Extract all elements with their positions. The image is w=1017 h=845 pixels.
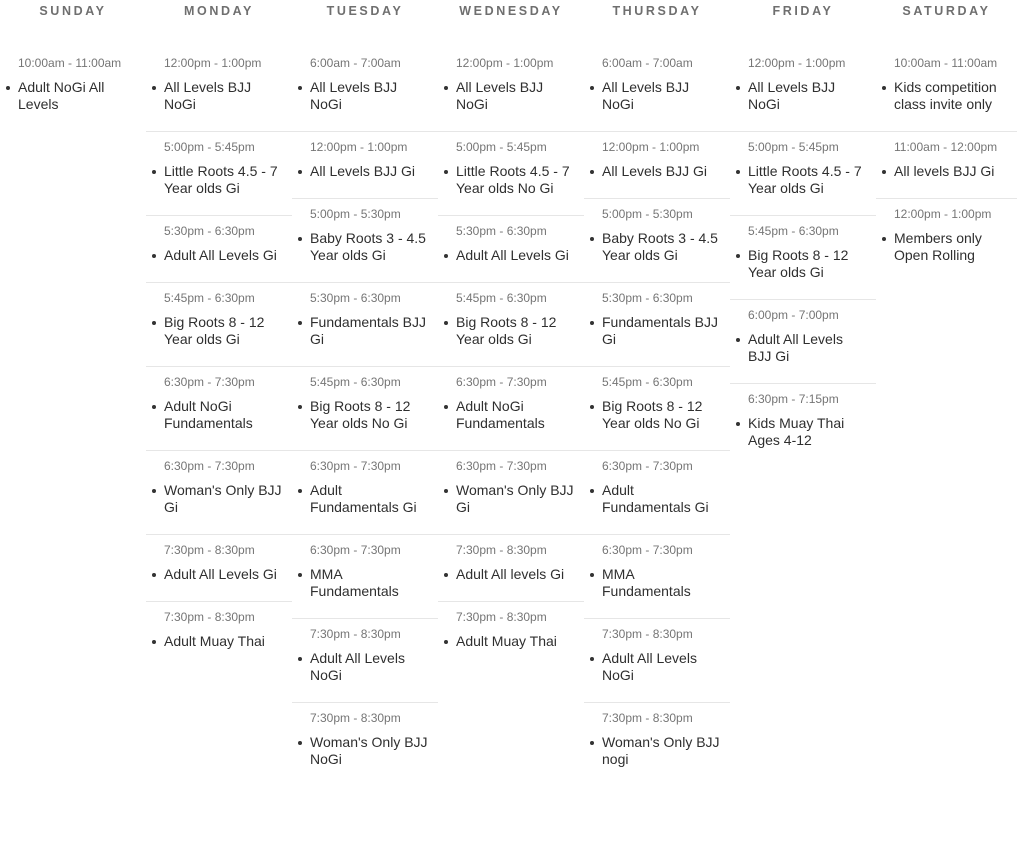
class-time: 7:30pm - 8:30pm (456, 543, 547, 557)
class-name: Adult All Levels Gi (146, 247, 292, 264)
class-name: Woman's Only BJJ NoGi (292, 734, 438, 768)
class-slot[interactable] (146, 216, 292, 283)
day-header: THURSDAY (612, 4, 702, 18)
class-slot[interactable] (584, 619, 730, 703)
class-slot[interactable] (438, 367, 584, 451)
class-time: 12:00pm - 1:00pm (602, 140, 700, 154)
class-time: 5:30pm - 6:30pm (602, 291, 693, 305)
class-slot[interactable] (584, 535, 730, 619)
class-slot[interactable] (438, 283, 584, 367)
class-name: Adult Muay Thai (438, 633, 584, 650)
day-header: MONDAY (183, 4, 254, 18)
class-slot[interactable] (292, 48, 438, 132)
class-name: All Levels BJJ NoGi (584, 79, 730, 113)
class-list (876, 48, 1017, 282)
class-time: 5:00pm - 5:45pm (456, 140, 547, 154)
class-slot[interactable] (292, 199, 438, 283)
class-slot[interactable] (292, 703, 438, 786)
class-slot[interactable] (292, 451, 438, 535)
class-name: Adult Fundamentals Gi (584, 482, 730, 516)
class-name: Woman's Only BJJ nogi (584, 734, 730, 768)
class-slot[interactable] (146, 535, 292, 602)
class-slot[interactable] (146, 132, 292, 216)
class-time: 5:00pm - 5:30pm (310, 207, 401, 221)
class-slot[interactable] (876, 48, 1017, 132)
class-name: All levels BJJ Gi (876, 163, 1017, 180)
day-column-thursday (584, 0, 730, 845)
class-time: 6:30pm - 7:30pm (456, 375, 547, 389)
class-name: Adult All Levels Gi (438, 247, 584, 264)
day-header: TUESDAY (326, 4, 404, 18)
day-header: FRIDAY (772, 4, 834, 18)
class-name: Woman's Only BJJ Gi (438, 482, 584, 516)
class-list (0, 48, 146, 131)
class-time: 12:00pm - 1:00pm (456, 56, 554, 70)
class-time: 6:00pm - 7:00pm (748, 308, 839, 322)
class-slot[interactable] (584, 283, 730, 367)
class-slot[interactable] (292, 619, 438, 703)
class-name: Little Roots 4.5 - 7 Year olds Gi (146, 163, 292, 197)
class-time: 6:30pm - 7:30pm (456, 459, 547, 473)
class-name: Big Roots 8 - 12 Year olds No Gi (584, 398, 730, 432)
class-name: All Levels BJJ NoGi (146, 79, 292, 113)
day-header: WEDNESDAY (459, 4, 563, 18)
class-slot[interactable] (584, 703, 730, 786)
class-list (584, 48, 730, 786)
class-slot[interactable] (730, 384, 876, 467)
class-name: Kids Muay Thai Ages 4-12 (730, 415, 876, 449)
class-slot[interactable] (292, 367, 438, 451)
class-name: Big Roots 8 - 12 Year olds No Gi (292, 398, 438, 432)
class-slot[interactable] (584, 132, 730, 199)
class-name: All Levels BJJ NoGi (438, 79, 584, 113)
class-list (730, 48, 876, 467)
class-list (146, 48, 292, 668)
class-name: Little Roots 4.5 - 7 Year olds No Gi (438, 163, 584, 197)
class-slot[interactable] (584, 367, 730, 451)
class-slot[interactable] (146, 602, 292, 668)
class-slot[interactable] (438, 602, 584, 668)
class-name: Little Roots 4.5 - 7 Year olds Gi (730, 163, 876, 197)
class-slot[interactable] (876, 199, 1017, 282)
day-column-wednesday (438, 0, 584, 845)
class-name: Big Roots 8 - 12 Year olds Gi (146, 314, 292, 348)
class-slot[interactable] (730, 48, 876, 132)
class-time: 6:00am - 7:00am (310, 56, 401, 70)
class-name: Big Roots 8 - 12 Year olds Gi (730, 247, 876, 281)
class-slot[interactable] (438, 216, 584, 283)
class-name: Fundamentals BJJ Gi (292, 314, 438, 348)
class-slot[interactable] (292, 535, 438, 619)
class-slot[interactable] (146, 451, 292, 535)
class-time: 6:30pm - 7:30pm (164, 375, 255, 389)
class-time: 12:00pm - 1:00pm (748, 56, 846, 70)
class-slot[interactable] (146, 48, 292, 132)
class-slot[interactable] (584, 199, 730, 283)
class-slot[interactable] (584, 48, 730, 132)
class-name: Fundamentals BJJ Gi (584, 314, 730, 348)
class-time: 12:00pm - 1:00pm (310, 140, 408, 154)
class-time: 5:00pm - 5:30pm (602, 207, 693, 221)
class-name: Adult Fundamentals Gi (292, 482, 438, 516)
class-time: 6:30pm - 7:15pm (748, 392, 839, 406)
day-column-sunday (0, 0, 146, 845)
class-name: Adult All levels Gi (438, 566, 584, 583)
class-name: MMA Fundamentals (584, 566, 730, 600)
day-column-tuesday (292, 0, 438, 845)
class-time: 5:45pm - 6:30pm (164, 291, 255, 305)
class-time: 7:30pm - 8:30pm (164, 610, 255, 624)
class-time: 6:00am - 7:00am (602, 56, 693, 70)
class-slot[interactable] (730, 216, 876, 300)
class-list (438, 48, 584, 668)
class-time: 5:45pm - 6:30pm (602, 375, 693, 389)
class-time: 7:30pm - 8:30pm (164, 543, 255, 557)
class-time: 10:00am - 11:00am (18, 56, 122, 70)
day-column-friday (730, 0, 876, 845)
class-time: 5:30pm - 6:30pm (310, 291, 401, 305)
class-time: 6:30pm - 7:30pm (310, 459, 401, 473)
class-time: 7:30pm - 8:30pm (602, 711, 693, 725)
class-name: Members only Open Rolling (876, 230, 1017, 264)
class-time: 7:30pm - 8:30pm (310, 711, 401, 725)
class-time: 5:45pm - 6:30pm (310, 375, 401, 389)
class-name: Woman's Only BJJ Gi (146, 482, 292, 516)
class-list (292, 48, 438, 786)
class-name: Adult Muay Thai (146, 633, 292, 650)
day-header: SATURDAY (902, 4, 991, 18)
class-time: 6:30pm - 7:30pm (164, 459, 255, 473)
class-name: Kids competition class invite only (876, 79, 1017, 113)
class-slot[interactable] (146, 283, 292, 367)
class-time: 10:00am - 11:00am (894, 56, 998, 70)
class-name: Adult All Levels BJJ Gi (730, 331, 876, 365)
day-column-monday (146, 0, 292, 845)
class-slot[interactable] (730, 300, 876, 384)
class-time: 12:00pm - 1:00pm (164, 56, 262, 70)
class-name: Baby Roots 3 - 4.5 Year olds Gi (584, 230, 730, 264)
class-slot[interactable] (438, 535, 584, 602)
class-slot[interactable] (438, 132, 584, 216)
class-slot[interactable] (0, 48, 146, 131)
class-name: Adult NoGi Fundamentals (438, 398, 584, 432)
class-slot[interactable] (292, 283, 438, 367)
class-time: 6:30pm - 7:30pm (602, 543, 693, 557)
day-header: SUNDAY (39, 4, 107, 18)
class-name: All Levels BJJ NoGi (292, 79, 438, 113)
class-name: All Levels BJJ Gi (584, 163, 730, 180)
class-name: Adult All Levels Gi (146, 566, 292, 583)
class-time: 5:30pm - 6:30pm (456, 224, 547, 238)
class-time: 11:00am - 12:00pm (894, 140, 998, 154)
class-slot[interactable] (292, 132, 438, 199)
class-slot[interactable] (438, 451, 584, 535)
class-slot[interactable] (730, 132, 876, 216)
class-name: Adult All Levels NoGi (292, 650, 438, 684)
class-slot[interactable] (876, 132, 1017, 199)
class-name: Adult NoGi Fundamentals (146, 398, 292, 432)
class-name: All Levels BJJ NoGi (730, 79, 876, 113)
class-time: 5:45pm - 6:30pm (748, 224, 839, 238)
class-name: All Levels BJJ Gi (292, 163, 438, 180)
class-time: 5:00pm - 5:45pm (748, 140, 839, 154)
class-slot[interactable] (438, 48, 584, 132)
class-name: Adult NoGi All Levels (0, 79, 146, 113)
class-time: 6:30pm - 7:30pm (310, 543, 401, 557)
class-name: Baby Roots 3 - 4.5 Year olds Gi (292, 230, 438, 264)
class-time: 6:30pm - 7:30pm (602, 459, 693, 473)
class-time: 5:45pm - 6:30pm (456, 291, 547, 305)
class-slot[interactable] (146, 367, 292, 451)
class-time: 5:00pm - 5:45pm (164, 140, 255, 154)
class-time: 7:30pm - 8:30pm (602, 627, 693, 641)
class-time: 7:30pm - 8:30pm (456, 610, 547, 624)
class-name: Big Roots 8 - 12 Year olds Gi (438, 314, 584, 348)
class-name: Adult All Levels NoGi (584, 650, 730, 684)
class-name: MMA Fundamentals (292, 566, 438, 600)
class-slot[interactable] (584, 451, 730, 535)
class-time: 12:00pm - 1:00pm (894, 207, 992, 221)
day-column-saturday (876, 0, 1017, 845)
class-time: 7:30pm - 8:30pm (310, 627, 401, 641)
class-time: 5:30pm - 6:30pm (164, 224, 255, 238)
